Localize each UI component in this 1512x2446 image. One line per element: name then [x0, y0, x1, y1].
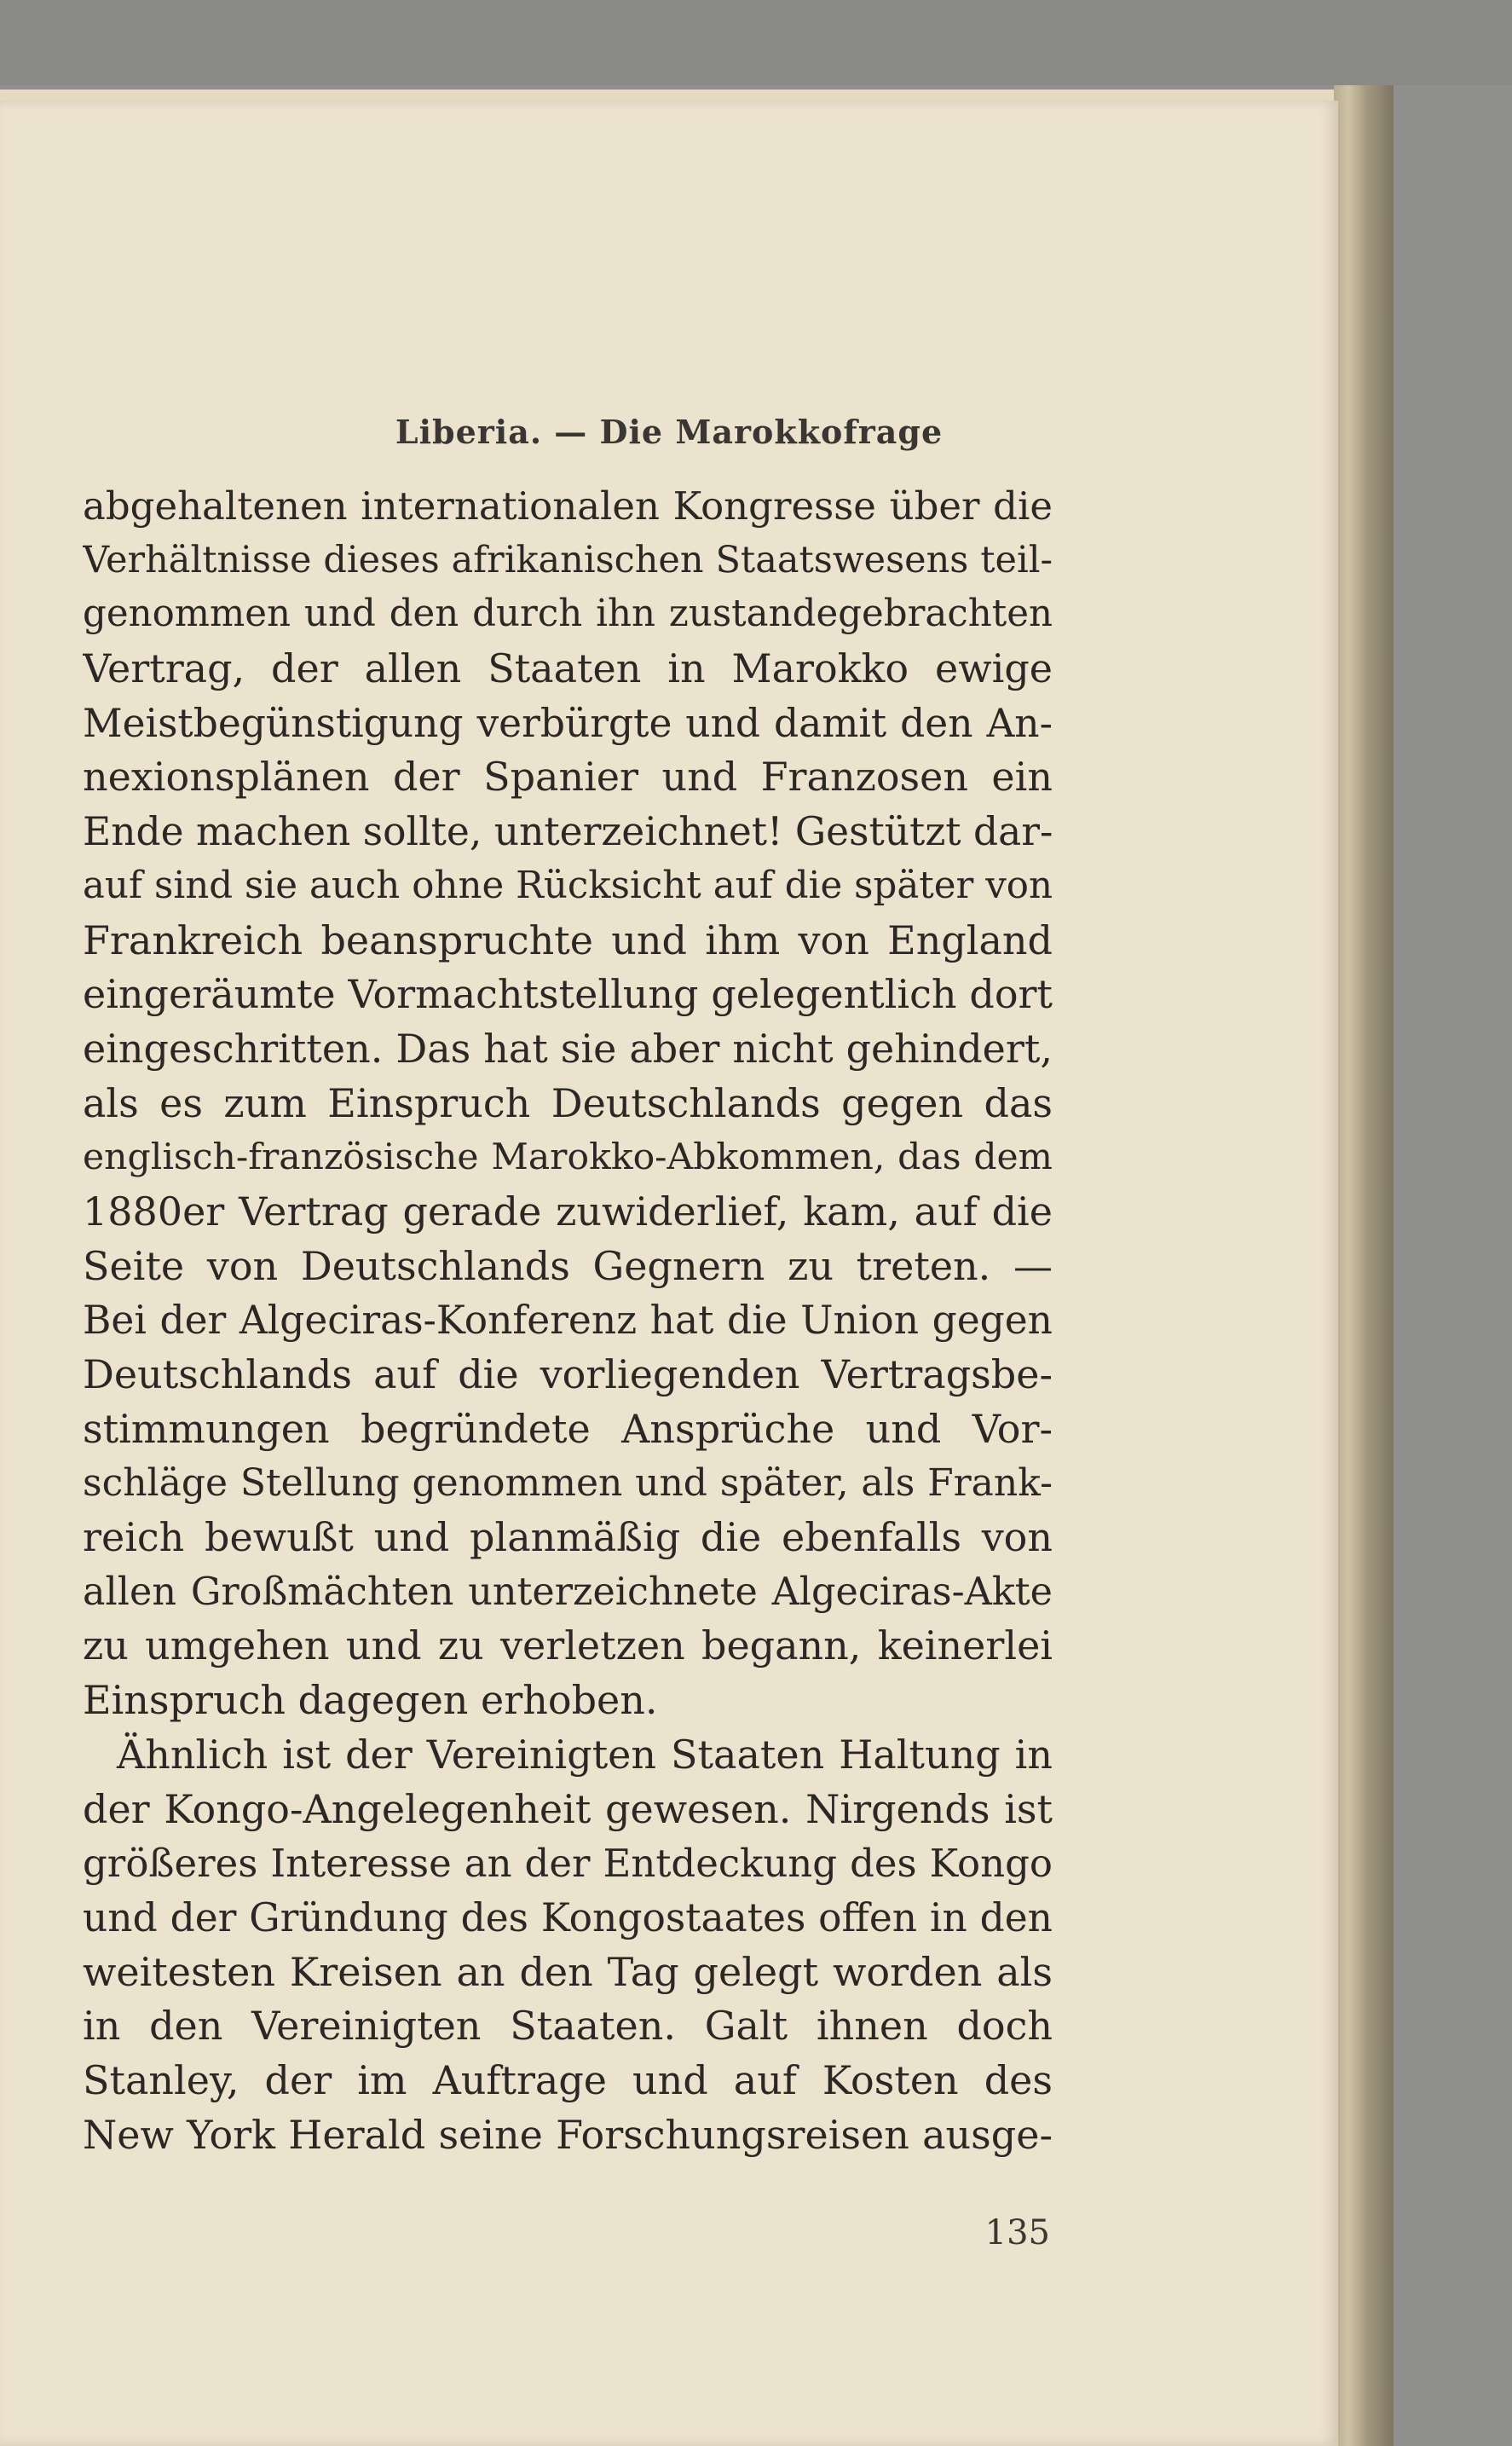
- text-line: Stanley, der im Auftrage und auf Kosten des: [83, 2056, 1053, 2103]
- text-line: Vertrag, der allen Staaten in Marokko ewige: [83, 645, 1053, 692]
- text-line: größeres Interesse an der Entdeckung des Kongo: [83, 1841, 1053, 1887]
- text-line: und der Gründung des Kongostaates offen in den: [83, 1894, 1053, 1940]
- text-line: Seite von Deutschlands Gegnern zu treten. —: [83, 1242, 1053, 1289]
- running-head: Liberia. — Die Marokkofrage: [395, 413, 944, 451]
- text-line: Frankreich beanspruchte und ihm von England: [83, 917, 1053, 963]
- text-line: auf sind sie auch ohne Rücksicht auf die später von: [83, 864, 1053, 907]
- text-line: nexionsplänen der Spanier und Franzosen ein: [83, 754, 1053, 801]
- text-line: 1880er Vertrag gerade zuwiderlief, kam, auf die: [83, 1188, 1053, 1235]
- text-line: weitesten Kreisen an den Tag gelegt worden als: [83, 1948, 1053, 1995]
- text-line: Deutschlands auf die vorliegenden Vertragsbe-: [83, 1351, 1053, 1397]
- scan-background: [0, 0, 1512, 85]
- text-line: eingeräumte Vormachtstellung gelegentlich dort: [83, 971, 1053, 1018]
- text-line: abgehaltenen internationalen Kongresse über die: [83, 483, 1053, 529]
- text-block: [83, 479, 1053, 2162]
- text-line: englisch-französische Marokko-Abkommen, das dem: [83, 1136, 1053, 1179]
- text-line: Verhältnisse dieses afrikanischen Staatswesens teil-: [83, 538, 1053, 581]
- text-line: reich bewußt und planmäßig die ebenfalls von: [83, 1514, 1053, 1561]
- text-line: eingeschritten. Das hat sie aber nicht gehindert,: [83, 1025, 1053, 1072]
- text-line: als es zum Einspruch Deutschlands gegen das: [83, 1079, 1053, 1126]
- page-number: 135: [984, 2213, 1050, 2252]
- page-edge: [1334, 85, 1394, 2446]
- text-line: Ende machen sollte, unterzeichnet! Gestützt dar-: [83, 809, 1053, 855]
- text-line: schläge Stellung genommen und später, als Frank-: [83, 1461, 1053, 1506]
- text-line: genommen und den durch ihn zustandegebrachten: [83, 593, 1053, 636]
- text-line: in den Vereinigten Staaten. Galt ihnen doch: [83, 2003, 1053, 2050]
- text-line: Meistbegünstigung verbürgte und damit den An-: [83, 700, 1053, 746]
- text-line: Bei der Algeciras-Konferenz hat die Union gegen: [83, 1298, 1053, 1344]
- text-line: stimmungen begründete Ansprüche und Vor-: [83, 1405, 1053, 1452]
- text-line: New York Herald seine Forschungsreisen ausge-: [83, 2111, 1053, 2158]
- text-line: der Kongo-Angelegenheit gewesen. Nirgends ist: [83, 1785, 1053, 1832]
- book-page: [0, 101, 1338, 2446]
- text-line: allen Großmächten unterzeichnete Algeciras-Akte: [83, 1570, 1053, 1614]
- paragraph-start-line: Ähnlich ist der Vereinigten Staaten Haltung in: [117, 1731, 1053, 1778]
- text-line: zu umgehen und zu verletzen begann, keinerlei: [83, 1622, 1053, 1669]
- paragraph-end-line: Einspruch dagegen erhoben.: [83, 1677, 658, 1724]
